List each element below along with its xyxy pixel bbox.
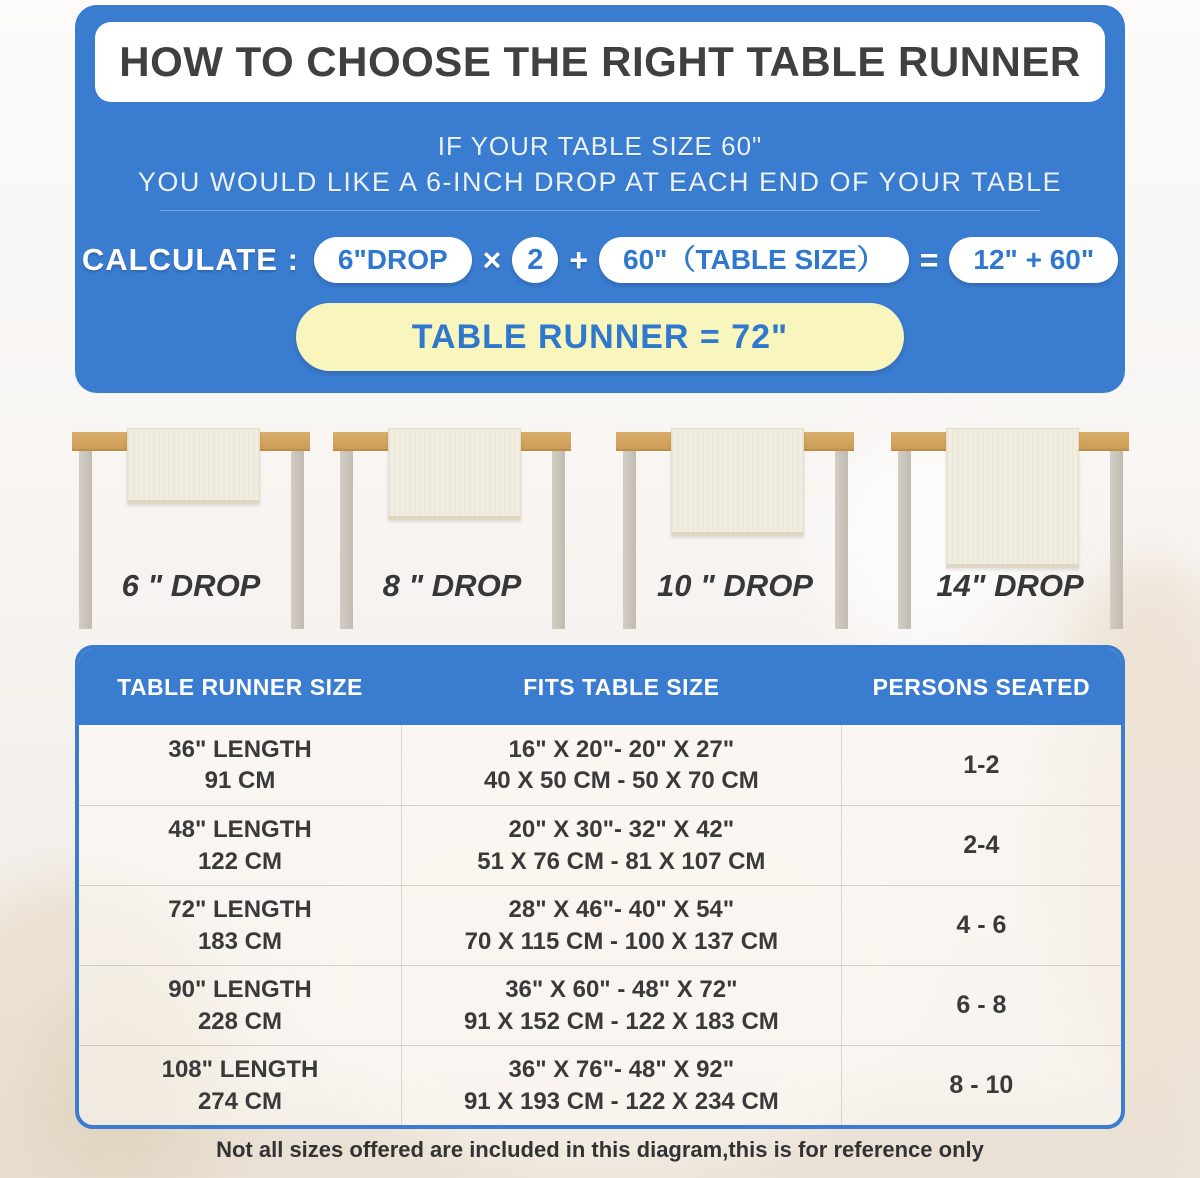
table-runner-illustration	[127, 428, 260, 504]
fits-table-size-cell: 36" X 60" - 48" X 72" 91 X 152 CM - 122 X 183 CM	[401, 966, 842, 1045]
hero-panel	[75, 5, 1125, 393]
column-header-persons-seated: PERSONS SEATED	[872, 673, 1091, 700]
runner-size-cell: 48" LENGTH 122 CM	[168, 816, 312, 875]
drop-label: 6 " DROP	[121, 568, 261, 603]
table-row	[79, 965, 1121, 1045]
footnote: Not all sizes offered are included in this diagram,this is for reference only	[216, 1137, 984, 1162]
multiply-operator: ×	[482, 241, 502, 278]
table-row	[79, 805, 1121, 885]
subtitle-line2: YOU WOULD LIKE A 6-INCH DROP AT EACH END OF YOUR TABLE	[137, 167, 1063, 197]
size-chart-header	[79, 649, 1121, 725]
table-row	[79, 1045, 1121, 1125]
table-row	[79, 725, 1121, 805]
drop-figure-10	[616, 428, 854, 634]
drop-examples	[0, 428, 1200, 640]
subtitle-line1: IF YOUR TABLE SIZE 60"	[437, 131, 763, 161]
drop-figure-14	[891, 428, 1129, 634]
persons-seated-cell: 6 - 8	[956, 991, 1007, 1020]
drop-label: 8 " DROP	[382, 568, 522, 603]
persons-seated-cell: 4 - 6	[956, 911, 1007, 940]
persons-seated-cell: 2-4	[963, 831, 1000, 860]
drop-figure-6	[72, 428, 310, 634]
title-banner	[95, 22, 1105, 102]
drop-label: 14" DROP	[936, 568, 1084, 603]
fits-table-size-cell: 28" X 46"- 40" X 54" 70 X 115 CM - 100 X 137 CM	[401, 886, 842, 965]
plus-operator: +	[569, 241, 589, 278]
calculation-row	[75, 235, 1125, 285]
equals-operator: =	[919, 241, 939, 278]
multiplier-badge: 2	[512, 237, 558, 283]
total-label: TABLE RUNNER = 72"	[411, 317, 789, 356]
runner-size-cell: 72" LENGTH 183 CM	[168, 896, 312, 955]
size-chart-panel	[75, 645, 1125, 1129]
table-runner-total-pill	[296, 303, 904, 371]
runner-size-cell: 108" LENGTH 274 CM	[161, 1056, 319, 1115]
table-runner-illustration	[946, 428, 1079, 568]
table-size-pill: 60"（TABLE SIZE）	[599, 237, 909, 283]
fits-table-size-cell: 20" X 30"- 32" X 42" 51 X 76 CM - 81 X 107 CM	[401, 806, 842, 885]
runner-size-cell: 36" LENGTH 91 CM	[168, 735, 312, 794]
column-header-runner-size: TABLE RUNNER SIZE	[117, 673, 363, 700]
column-header-fits-table-size: FITS TABLE SIZE	[523, 673, 720, 700]
runner-size-cell: 90" LENGTH 228 CM	[168, 976, 312, 1035]
drop-figure-8	[333, 428, 571, 634]
fits-table-size-cell: 36" X 76"- 48" X 92" 91 X 193 CM - 122 X 234 CM	[401, 1046, 842, 1125]
table-runner-illustration	[388, 428, 521, 520]
size-chart-body	[79, 725, 1121, 1125]
page-title: HOW TO CHOOSE THE RIGHT TABLE RUNNER	[119, 38, 1081, 85]
table-row	[79, 885, 1121, 965]
table-runner-illustration	[671, 428, 804, 536]
drop-value-pill: 6"DROP	[314, 237, 472, 283]
calculate-label: CALCULATE :	[81, 242, 299, 277]
result-pill: 12" + 60"	[949, 237, 1118, 283]
persons-seated-cell: 8 - 10	[949, 1071, 1014, 1100]
drop-label: 10 " DROP	[657, 568, 813, 603]
hero-divider	[160, 210, 1040, 211]
persons-seated-cell: 1-2	[963, 750, 1000, 779]
fits-table-size-cell: 16" X 20"- 20" X 27" 40 X 50 CM - 50 X 70 CM	[401, 725, 842, 805]
